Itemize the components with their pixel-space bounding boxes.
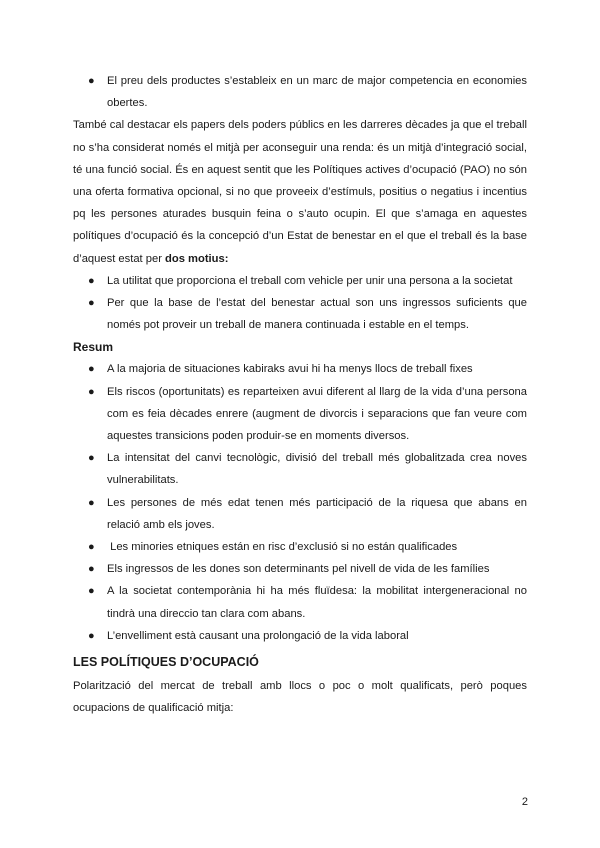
bullet-icon: ●	[88, 541, 95, 554]
list-item	[73, 492, 527, 536]
list-item	[73, 358, 527, 380]
bullet-icon: ●	[88, 385, 95, 398]
list-item	[73, 381, 527, 448]
bullet-icon: ●	[88, 585, 95, 598]
bullet-icon: ●	[88, 563, 95, 576]
list-item-text: A la societat contemporània hi ha més fluïdesa: la mobilitat intergeneracional no tindrà una direccio tan clara com abans.	[107, 585, 527, 620]
bullet-icon: ●	[88, 496, 95, 509]
list-item	[73, 447, 527, 491]
list-item	[73, 270, 527, 292]
page-number: 2	[521, 796, 528, 808]
list-item	[73, 292, 527, 336]
bullet-icon: ●	[88, 274, 95, 287]
list-item-text: La utilitat que proporciona el treball com vehicle per unir una persona a la societat	[107, 274, 513, 287]
bullet-icon: ●	[88, 75, 95, 87]
list-item-text: Els riscos (oportunitats) es reparteixen avui diferent al llarg de la vida d’una persona com es feia dècades enrere (augment de divorcis i separacions que fan veure com aquestes transicions poden produir-se en moments diversos.	[107, 385, 527, 443]
resum-heading: Resum	[73, 340, 114, 355]
list-item-text: Per que la base de l’estat del benestar actual son uns ingressos suficients que només pot proveir un treball de manera continuada i estable en el temps.	[107, 297, 527, 332]
list-item-text: Els ingressos de les dones son determinants pel nivell de vida de les famílies	[107, 563, 490, 576]
list-item-text: Les minories etniques están en risc d’exclusió si no están qualificades	[107, 541, 458, 554]
list-item-text: L’envelliment està causant una prolongació de la vida laboral	[107, 629, 409, 642]
resum-bullet-list	[73, 358, 527, 647]
bullet-icon: ●	[88, 297, 95, 310]
list-item	[73, 70, 527, 114]
list-item	[73, 536, 527, 558]
page-content	[73, 70, 527, 719]
bullet-icon: ●	[88, 363, 95, 376]
bold-text-dos-motius: dos motius:	[165, 252, 229, 265]
paragraph-text: També cal destacar els papers dels poders públics en les darreres dècades ja que el treball no s’ha considerat només el mitjà per aconseguir una renda: és un mitjà d’integració social, té una funció social. És en aquest sentit que les Polítiques actives d’ocupació (PAO) no són una oferta formativa opcional, si no que proveeix d’estímuls, positius o negatius i incentius pq les persones aturades busquin feina o s’auto ocupin. El que s’amaga en aquestes polítiques d’ocupació és la concepció d’un Estat de benestar en el que el treball és la base d’aquest estat per	[73, 119, 527, 265]
bullet-icon: ●	[88, 629, 95, 642]
list-item-text: El preu dels productes s’estableix en un marc de major competencia en economies obertes.	[107, 75, 527, 110]
bullet-icon: ●	[88, 452, 95, 465]
section-heading: LES POLÍTIQUES D’OCUPACIÓ	[73, 655, 259, 670]
list-item-text: A la majoria de situaciones kabiraks avui hi ha menys llocs de treball fixes	[107, 363, 473, 376]
list-item	[73, 580, 527, 624]
list-item	[73, 558, 527, 580]
top-bullet-list	[73, 70, 527, 114]
paragraph-polaritzacio: Polarització del mercat de treball amb llocs o poc o molt qualificats, però poques ocupacions de qualificació mitja:	[73, 680, 527, 715]
list-item-text: La intensitat del canvi tecnològic, divisió del treball més globalitzada crea noves vulnerabilitats.	[107, 452, 527, 487]
list-item-text: Les persones de més edat tenen més participació de la riquesa que abans en relació amb els joves.	[107, 496, 527, 531]
list-item	[73, 625, 527, 647]
paragraph-papers-poders-publics	[73, 114, 527, 269]
motius-bullet-list	[73, 270, 527, 337]
